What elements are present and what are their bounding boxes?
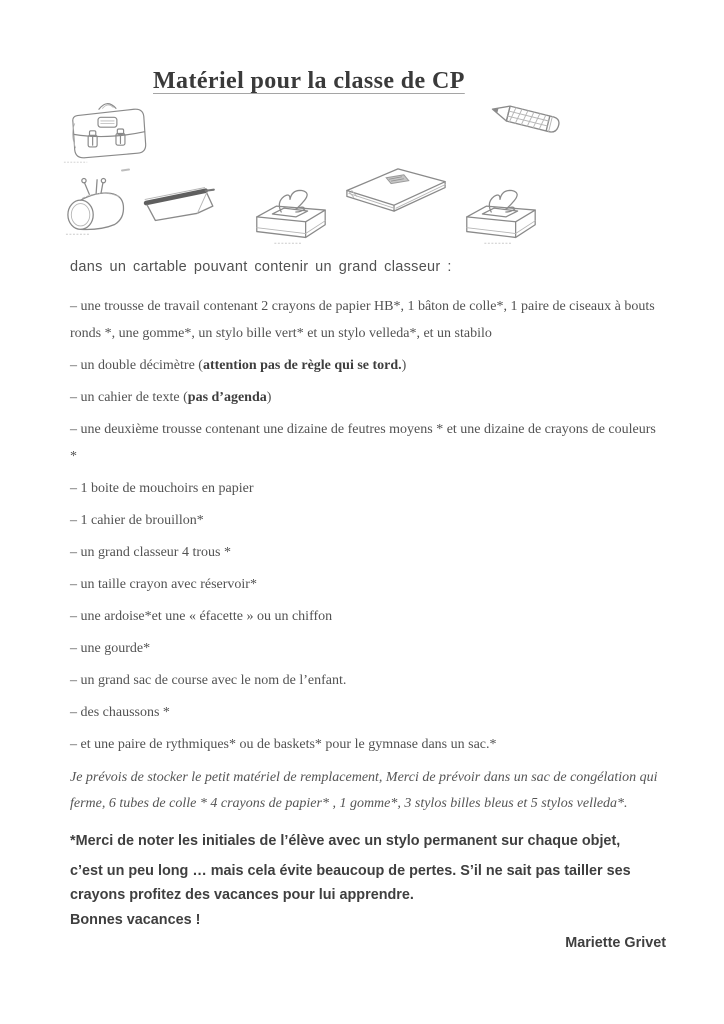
item-text: – une ardoise*et une « éfacette » ou un chiffon	[70, 609, 333, 624]
list-item	[70, 699, 666, 726]
list-item	[70, 507, 666, 534]
item-bold-text: attention pas de règle qui se tord.	[202, 358, 402, 373]
list-item	[70, 571, 666, 598]
item-text: )	[401, 358, 407, 373]
item-text: – une deuxième trousse contenant une dizaine de feutres moyens * et une dizaine de crayons de couleurs *	[70, 422, 656, 464]
replacement-note: Je prévois de stocker le petit matériel de remplacement, Merci de prévoir dans un sac de congélation qui ferme, 6 tubes de colle * 4 crayons de papier* , 1 gomme*, 3 stylos billes bleus et 5 stylos velleda*.	[70, 770, 658, 811]
item-text: – des chaussons *	[70, 705, 170, 720]
tissue-box-icon	[457, 181, 543, 245]
item-text: – une gourde*	[70, 641, 151, 656]
round-pencil-case-icon	[64, 174, 138, 238]
scan-smudge	[121, 168, 130, 171]
item-text: – une trousse de travail contenant 2 crayons de papier HB*, 1 bâton de colle*, 1 paire de ciseaux à bouts ronds *, une gomme*, un stylo bille vert* et un stylo velleda*, et un stabilo	[70, 299, 655, 341]
list-item	[70, 635, 666, 662]
satchel-icon	[60, 94, 154, 164]
item-text: – 1 boite de mouchoirs en papier	[70, 481, 254, 496]
list-item	[70, 731, 666, 758]
footer-note-advice: c’est un peu long … mais cela évite beaucoup de pertes. S’il ne sait pas tailler ses crayons profitez des vacances pour lui apprendre.	[70, 863, 631, 903]
tissue-box-icon	[247, 181, 333, 245]
list-item	[70, 603, 666, 630]
footer-note-initials: *Merci de noter les initiales de l’élève avec un stylo permanent sur chaque objet,	[70, 833, 621, 849]
list-item	[70, 539, 666, 566]
flat-pencil-case-icon	[142, 178, 220, 226]
item-text: – un taille crayon avec réservoir*	[70, 577, 257, 592]
item-bold-text: pas d’agenda	[187, 390, 267, 405]
list-item	[70, 416, 666, 470]
pencil-icon	[484, 96, 570, 150]
intro-line: dans un cartable pouvant contenir un grand classeur :	[70, 259, 452, 275]
item-text: – un cahier de texte (	[70, 390, 188, 405]
list-item	[70, 667, 666, 694]
list-item	[70, 352, 666, 379]
item-text: – un double décimètre (	[70, 358, 203, 373]
item-text: )	[266, 390, 272, 405]
list-item	[70, 293, 666, 347]
ring-binder-icon	[341, 161, 451, 220]
page-title: Matériel pour la classe de CP	[153, 68, 465, 94]
item-text: – un grand sac de course avec le nom de l’enfant.	[70, 673, 347, 688]
item-text: – un grand classeur 4 trous *	[70, 545, 231, 560]
list-item	[70, 475, 666, 502]
document-body	[70, 254, 666, 954]
item-text: – 1 cahier de brouillon*	[70, 513, 204, 528]
item-text: – et une paire de rythmiques* ou de baskets* pour le gymnase dans un sac.*	[70, 737, 497, 752]
signature: Mariette Grivet	[565, 935, 666, 951]
list-item	[70, 384, 666, 411]
closing-line: Bonnes vacances !	[70, 912, 201, 928]
